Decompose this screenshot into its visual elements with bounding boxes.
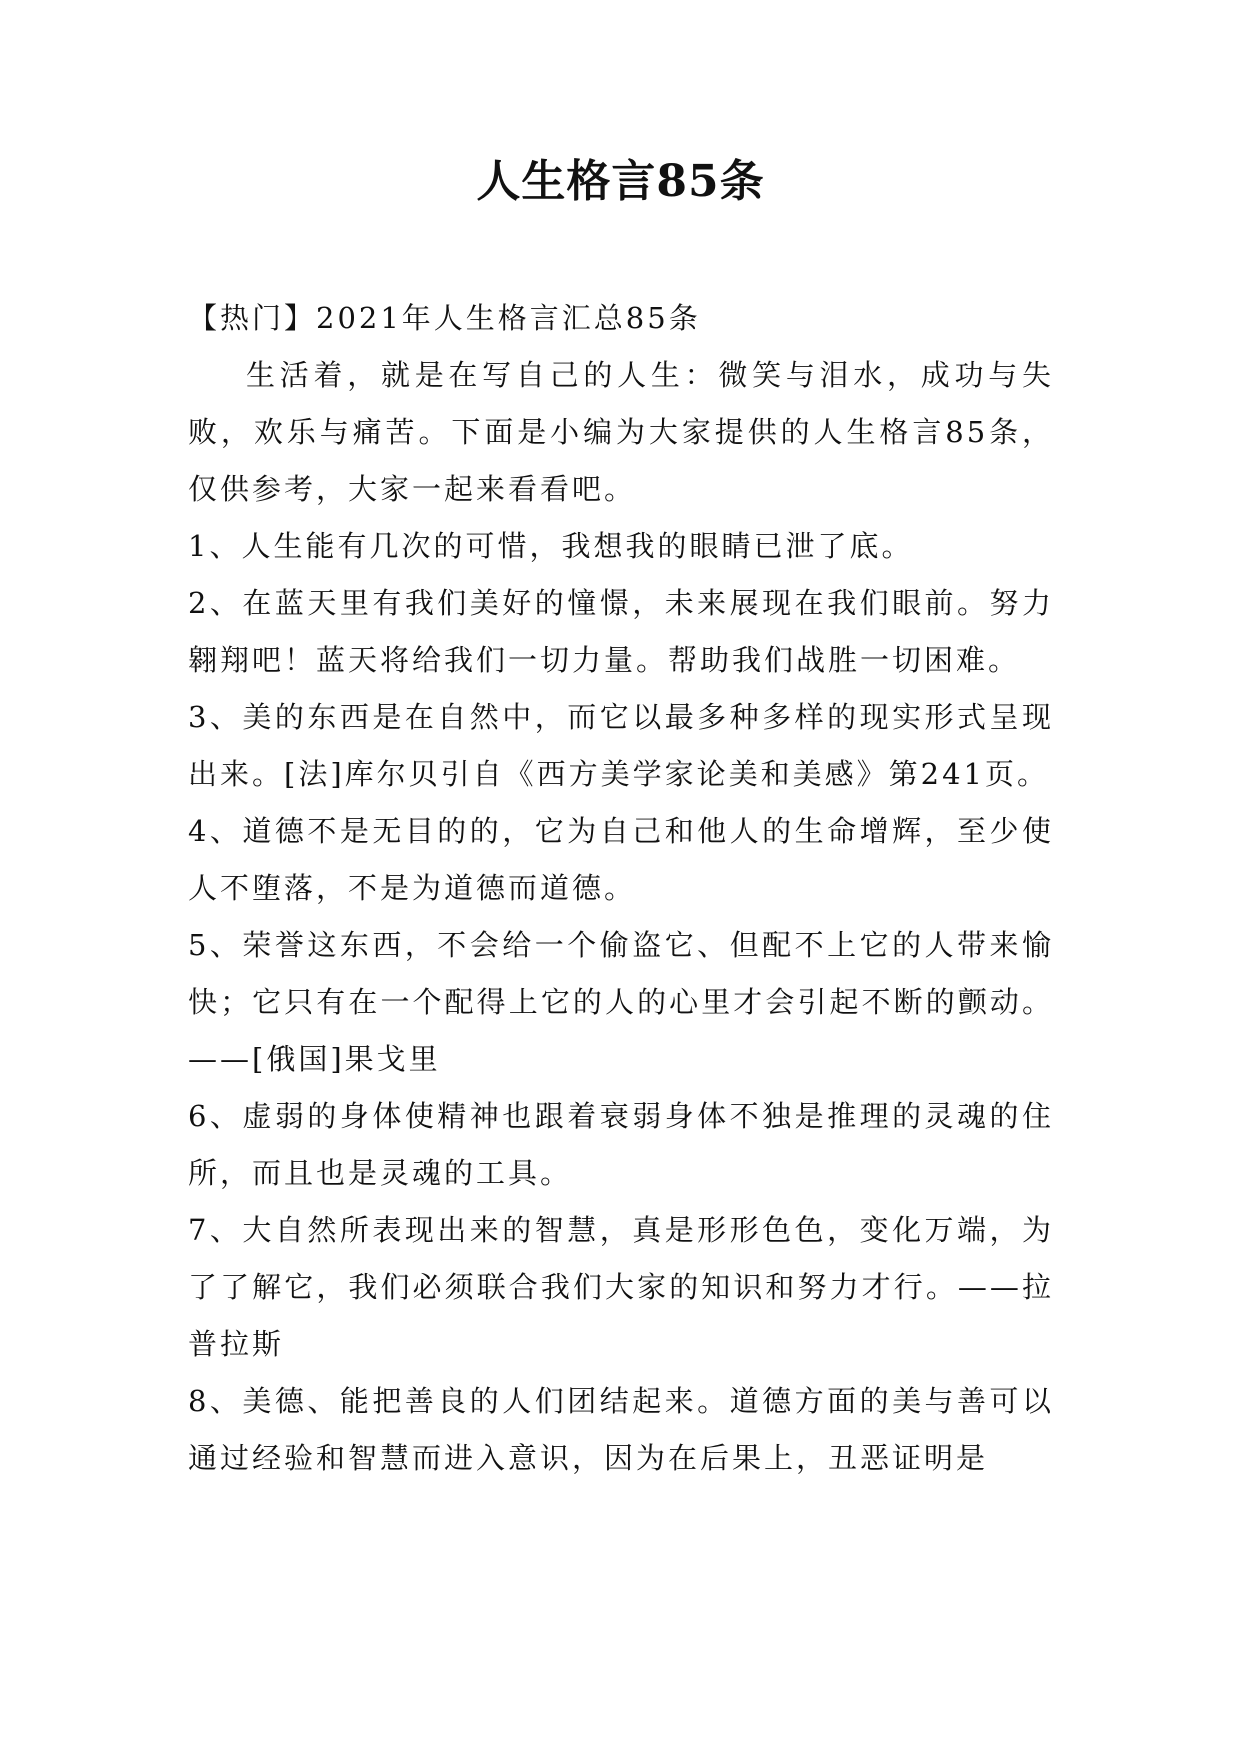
quote-item-7: 7、大自然所表现出来的智慧，真是形形色色，变化万端，为了了解它，我们必须联合我们大家的知识和努力才行。——拉普拉斯 (188, 1213, 1054, 1361)
quote-item-3: 3、美的东西是在自然中，而它以最多种多样的现实形式呈现出来。[法]库尔贝引自《西方美学家论美和美感》第241页。 (188, 700, 1054, 791)
quote-item-2: 2、在蓝天里有我们美好的憧憬，未来展现在我们眼前。努力翱翔吧！蓝天将给我们一切力量。帮助我们战胜一切困难。 (188, 586, 1054, 677)
quote-item-8: 8、美德、能把善良的人们团结起来。道德方面的美与善可以通过经验和智慧而进入意识，因为在后果上，丑恶证明是 (188, 1384, 1054, 1475)
intro-paragraph: 生活着，就是在写自己的人生：微笑与泪水，成功与失败，欢乐与痛苦。下面是小编为大家提供的人生格言85条，仅供参考，大家一起来看看吧。 (188, 358, 1054, 506)
quote-item-1: 1、人生能有几次的可惜，我想我的眼睛已泄了底。 (188, 529, 914, 563)
document-body (188, 290, 1054, 1487)
quote-item-4: 4、道德不是无目的的，它为自己和他人的生命增辉，至少使人不堕落，不是为道德而道德。 (188, 814, 1054, 905)
document-title: 人生格言85条 (476, 156, 765, 207)
quote-item-6: 6、虚弱的身体使精神也跟着衰弱身体不独是推理的灵魂的住所，而且也是灵魂的工具。 (188, 1099, 1054, 1190)
quote-item-5: 5、荣誉这东西，不会给一个偷盗它、但配不上它的人带来愉快；它只有在一个配得上它的人的心里才会引起不断的颤动。——[俄国]果戈里 (188, 928, 1054, 1076)
document-subtitle: 【热门】2021年人生格言汇总85条 (188, 301, 701, 335)
